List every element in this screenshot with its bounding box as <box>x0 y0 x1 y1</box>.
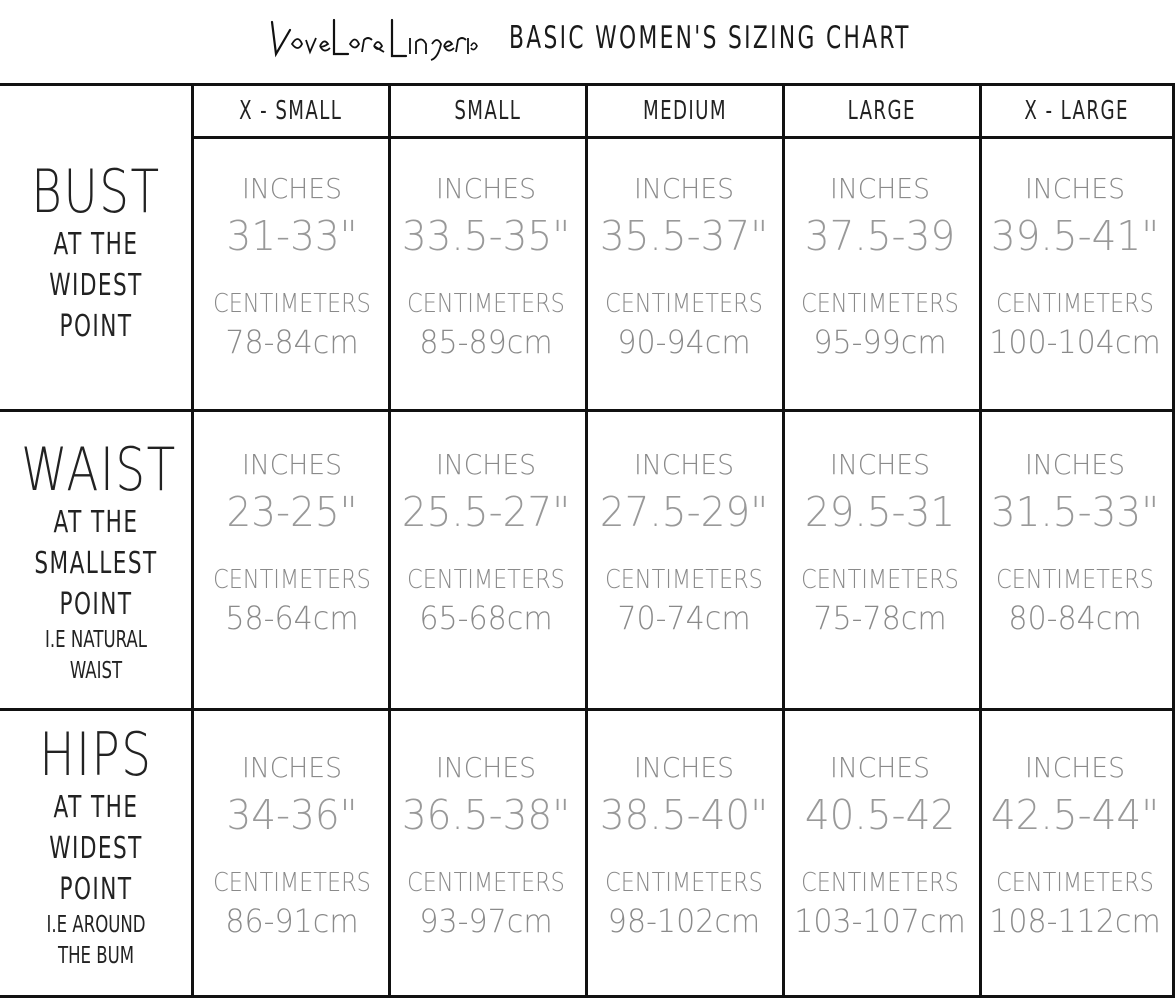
unit-inches-label: INCHES <box>435 172 537 205</box>
bust-cell-xs <box>194 172 390 364</box>
unit-centimeters-label: CENTIMETERS <box>996 868 1154 898</box>
unit-inches-label: INCHES <box>1024 448 1126 481</box>
centimeters-value: 70-74cm <box>617 599 751 637</box>
hips-cell-s <box>388 751 584 943</box>
unit-inches-label: INCHES <box>829 172 931 205</box>
centimeters-value: 93-97cm <box>419 902 553 940</box>
row-subtitle-line: POINT <box>59 587 133 622</box>
centimeters-value: 58-64cm <box>225 599 359 637</box>
inches-value: 31-33" <box>226 212 358 260</box>
inches-value: 23-25" <box>226 488 358 536</box>
unit-inches-label: INCHES <box>633 448 735 481</box>
waist-cell-m <box>586 448 782 640</box>
unit-centimeters-label: CENTIMETERS <box>605 289 763 319</box>
row-subtitle-line: AT THE <box>53 505 139 540</box>
inches-value: 33.5-35" <box>401 212 571 260</box>
unit-centimeters-label: CENTIMETERS <box>407 565 565 595</box>
unit-centimeters-label: CENTIMETERS <box>213 868 371 898</box>
inches-value: 25.5-27" <box>401 488 571 536</box>
row-title: HIPS <box>39 720 153 790</box>
row-title: WAIST <box>21 435 177 505</box>
grid-line-header-bottom <box>193 136 1175 139</box>
inches-value: 27.5-29" <box>599 488 769 536</box>
row-title: BUST <box>31 157 161 227</box>
row-note-line: I.E NATURAL <box>45 627 147 653</box>
unit-centimeters-label: CENTIMETERS <box>801 868 959 898</box>
row-note-line: THE BUM <box>57 943 135 969</box>
unit-centimeters-label: CENTIMETERS <box>407 868 565 898</box>
brand-logo <box>268 14 478 64</box>
row-subtitle-line: WIDEST <box>49 831 143 866</box>
row-subtitle-line: SMALLEST <box>34 546 158 581</box>
unit-centimeters-label: CENTIMETERS <box>996 565 1154 595</box>
unit-centimeters-label: CENTIMETERS <box>801 289 959 319</box>
row-subtitle-line: POINT <box>59 309 133 344</box>
inches-value: 39.5-41" <box>990 212 1160 260</box>
row-subtitle-line: WIDEST <box>49 268 143 303</box>
centimeters-value: 86-91cm <box>225 902 359 940</box>
hips-cell-xs <box>194 751 390 943</box>
row-subtitle-line: AT THE <box>53 790 139 825</box>
size-header-l: LARGE <box>847 96 917 126</box>
row-label-hips <box>0 720 192 972</box>
unit-centimeters-label: CENTIMETERS <box>213 565 371 595</box>
inches-value: 31.5-33" <box>990 488 1160 536</box>
row-label-waist <box>0 435 192 687</box>
bust-cell-l <box>782 172 978 364</box>
centimeters-value: 78-84cm <box>225 323 359 361</box>
unit-inches-label: INCHES <box>829 448 931 481</box>
row-note-line: WAIST <box>69 658 123 684</box>
centimeters-value: 98-102cm <box>607 902 761 940</box>
centimeters-value: 65-68cm <box>419 599 553 637</box>
centimeters-value: 75-78cm <box>813 599 947 637</box>
centimeters-value: 100-104cm <box>989 323 1161 361</box>
inches-value: 34-36" <box>226 791 358 839</box>
waist-cell-l <box>782 448 978 640</box>
unit-centimeters-label: CENTIMETERS <box>801 565 959 595</box>
hips-cell-xl <box>977 751 1173 943</box>
inches-value: 29.5-31 <box>804 488 956 536</box>
waist-cell-xs <box>194 448 390 640</box>
unit-centimeters-label: CENTIMETERS <box>996 289 1154 319</box>
centimeters-value: 85-89cm <box>419 323 553 361</box>
bust-cell-xl <box>977 172 1173 364</box>
unit-inches-label: INCHES <box>1024 751 1126 784</box>
bust-cell-s <box>388 172 584 364</box>
row-subtitle-line: POINT <box>59 872 133 907</box>
centimeters-value: 103-107cm <box>794 902 966 940</box>
chart-header <box>0 0 1175 84</box>
inches-value: 40.5-42 <box>804 791 956 839</box>
unit-centimeters-label: CENTIMETERS <box>605 868 763 898</box>
inches-value: 37.5-39 <box>804 212 956 260</box>
unit-inches-label: INCHES <box>435 751 537 784</box>
hips-cell-m <box>586 751 782 943</box>
unit-inches-label: INCHES <box>633 172 735 205</box>
centimeters-value: 108-112cm <box>989 902 1161 940</box>
size-header-xs: X - SMALL <box>239 96 343 126</box>
hips-cell-l <box>782 751 978 943</box>
row-note-line: I.E AROUND <box>46 912 146 938</box>
unit-inches-label: INCHES <box>241 751 343 784</box>
inches-value: 38.5-40" <box>599 791 769 839</box>
unit-inches-label: INCHES <box>435 448 537 481</box>
size-header-s: SMALL <box>454 96 522 126</box>
size-header-m: MEDIUM <box>642 96 727 126</box>
inches-value: 35.5-37" <box>599 212 769 260</box>
unit-centimeters-label: CENTIMETERS <box>407 289 565 319</box>
size-header-xl: X - LARGE <box>1024 96 1130 126</box>
waist-cell-s <box>388 448 584 640</box>
unit-inches-label: INCHES <box>633 751 735 784</box>
centimeters-value: 95-99cm <box>813 323 947 361</box>
unit-centimeters-label: CENTIMETERS <box>213 289 371 319</box>
row-subtitle-line: AT THE <box>53 227 139 262</box>
waist-cell-xl <box>977 448 1173 640</box>
signature-logo-icon <box>268 14 478 64</box>
unit-inches-label: INCHES <box>241 172 343 205</box>
unit-inches-label: INCHES <box>241 448 343 481</box>
inches-value: 36.5-38" <box>401 791 571 839</box>
unit-inches-label: INCHES <box>1024 172 1126 205</box>
page-title: BASIC WOMEN'S SIZING CHART <box>509 20 911 56</box>
centimeters-value: 80-84cm <box>1008 599 1142 637</box>
unit-centimeters-label: CENTIMETERS <box>605 565 763 595</box>
bust-cell-m <box>586 172 782 364</box>
unit-inches-label: INCHES <box>829 751 931 784</box>
centimeters-value: 90-94cm <box>617 323 751 361</box>
inches-value: 42.5-44" <box>990 791 1160 839</box>
row-label-bust <box>0 157 192 347</box>
